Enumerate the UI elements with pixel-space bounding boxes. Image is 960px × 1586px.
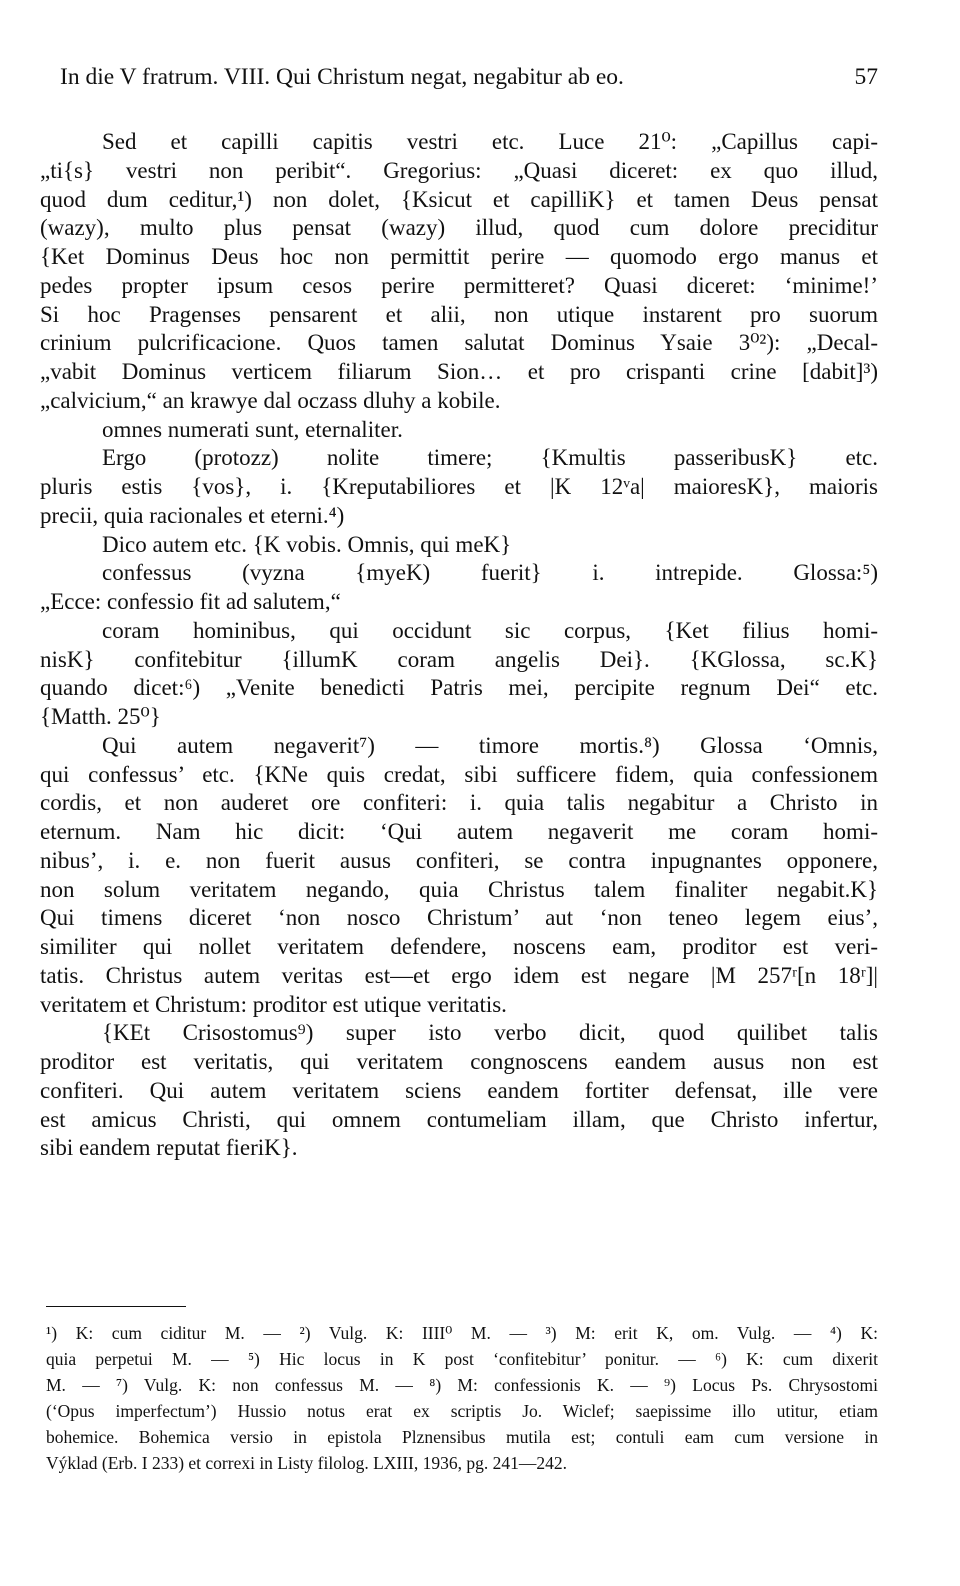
text-line: veritatem et Christum: proditor est utique veritatis. (40, 991, 507, 1017)
text-line: confiteri. Qui autem veritatem sciens eandem fortiter defensat, ille vere (40, 1077, 878, 1103)
main-text (40, 128, 878, 1163)
text-line: Dico autem etc. {K vobis. Omnis, qui meK} (102, 531, 512, 557)
text-line: „Ecce: confessio fit ad salutem,“ (40, 589, 341, 614)
text-line: „ti{s} vestri non peribit“. Gregorius: „Quasi diceret: ex quo illud, (40, 157, 878, 183)
text-line: eternum. Nam hic dicit: ‘Qui autem negaverit me coram homi- (40, 819, 878, 844)
text-line: precii, quia racionales et eterni.⁴) (40, 502, 345, 528)
text-line: (wazy), multo plus pensat (wazy) illud, quod cum dolore preciditur (40, 215, 878, 241)
page-number: 57 (854, 64, 878, 90)
text-line: sibi eandem reputat fieriK}. (40, 1135, 298, 1161)
text-line: Qui timens diceret ‘non nosco Christum’ aut ‘non teneo legem eius’, (40, 905, 878, 931)
text-line: {Matth. 25⁰} (40, 704, 161, 729)
text-line: proditor est veritatis, qui veritatem congnoscens eandem ausus non est (40, 1049, 878, 1074)
text-line: quando dicet:⁶) „Venite benedicti Patris mei, percipite regnum Dei“ etc. (40, 675, 878, 701)
text-line: omnes numerati sunt, eternaliter. (102, 416, 403, 442)
footnotes (46, 1320, 878, 1476)
text-line: cordis, et non auderet ore confiteri: i. quia talis negabitur a Christo in (40, 790, 878, 816)
text-line: „vabit Dominus verticem filiarum Sion… et pro crispanti crine [dabit]³) (40, 359, 878, 384)
footnote-line: ¹) K: cum ciditur M. — ²) Vulg. K: IIII⁰ M. — ³) M: erit K, om. Vulg. — ⁴) K: (46, 1323, 878, 1343)
text-line: pluris estis {vos}, i. {Kreputabiliores et |K 12ᵛa| maioresK}, maioris (40, 474, 878, 499)
footnote-divider (46, 1306, 186, 1307)
text-line: est amicus Christi, qui omnem contumeliam illam, que Christo infertur, (40, 1106, 878, 1132)
text-line: tatis. Christus autem veritas est—et ergo idem est negare |M 257ʳ[n 18ʳ]| (40, 962, 878, 988)
text-line: pedes propter ipsum cesos perire permitteret? Quasi diceret: ‘minime!’ (40, 272, 878, 298)
text-line: coram hominibus, qui occidunt sic corpus, {Ket filius homi- (102, 617, 878, 643)
text-line: non solum veritatem negando, quia Christus talem finaliter negabit.K} (40, 876, 878, 902)
text-line: quod dum ceditur,¹) non dolet, {Ksicut et capilliK} et tamen Deus pensat (40, 186, 878, 212)
footnote-line: quia perpetui M. — ⁵) Hic locus in K post ‘confitebitur’ ponitur. — ⁶) K: cum dixerit (46, 1349, 878, 1369)
footnote-line: Výklad (Erb. I 233) et correxi in Listy filolog. LXIII, 1936, pg. 241—242. (46, 1453, 568, 1473)
running-header (60, 62, 878, 92)
text-line: similiter qui nollet veritatem defendere, noscens eam, proditor est veri- (40, 934, 878, 959)
text-line: confessus (vyzna {myeK) fuerit} i. intrepide. Glossa:⁵) (102, 560, 878, 586)
footnote-line: (‘Opus imperfectum’) Hussio notus erat ex scriptis Jo. Wiclef; saepissime illo utitur, etiam (46, 1401, 878, 1421)
text-line: Ergo (protozz) nolite timere; {Kmultis passeribusK} etc. (102, 445, 878, 471)
text-line: „calvicium,“ an krawye dal oczass dluhy a kobile. (40, 387, 501, 413)
text-line: crinium pulcrificacione. Quos tamen salutat Dominus Ysaie 3⁰²): „Decal- (40, 330, 878, 356)
text-line: {Ket Dominus Deus hoc non permittit perire — quomodo ergo manus et (40, 244, 878, 269)
text-line: Sed et capilli capitis vestri etc. Luce 21⁰: „Capillus capi- (102, 129, 878, 154)
running-title: In die V fratrum. VIII. Qui Christum negat, negabitur ab eo. (60, 64, 624, 90)
footnote-line: M. — ⁷) Vulg. K: non confessus M. — ⁸) M: confessionis K. — ⁹) Locus Ps. Chrysostomi (46, 1375, 878, 1395)
text-line: {KEt Crisostomus⁹) super isto verbo dicit, quod quilibet talis (102, 1020, 878, 1046)
text-line: Si hoc Pragenses pensarent et alii, non utique instarent pro suorum (40, 301, 878, 327)
text-line: nibus’, i. e. non fuerit ausus confiteri, se contra inpugnantes opponere, (40, 847, 878, 873)
text-line: nisK} confitebitur {illumK coram angelis Dei}. {KGlossa, sc.K} (40, 646, 878, 672)
text-line: qui confessus’ etc. {KNe quis credat, sibi sufficere fidem, quia confessionem (40, 761, 878, 787)
footnote-line: bohemice. Bohemica versio in epistola Plznensibus mutila est; contuli eam cum versione in (46, 1427, 878, 1447)
text-line: Qui autem negaverit⁷) — timore mortis.⁸) Glossa ‘Omnis, (102, 732, 878, 758)
